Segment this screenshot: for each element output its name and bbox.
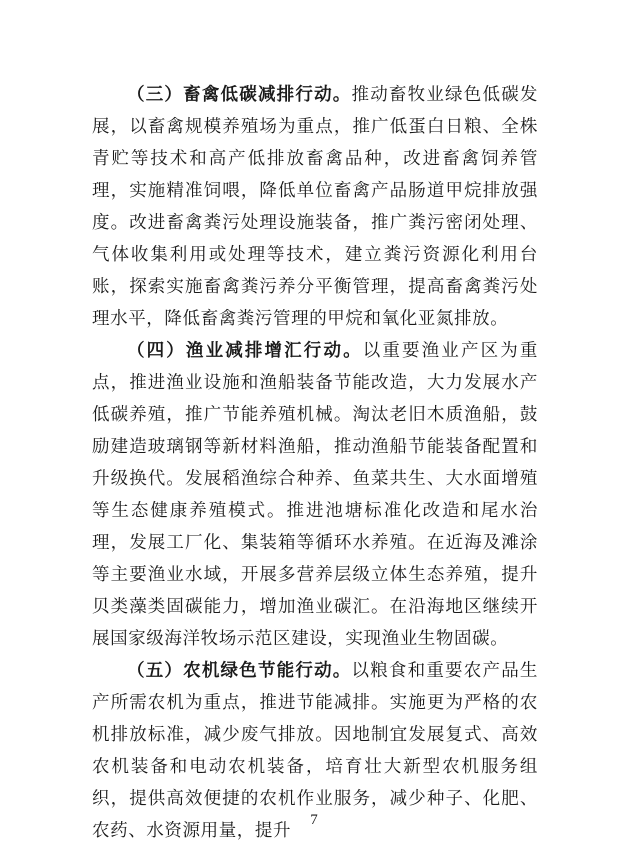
section-text-machinery: 以粮食和重要农产品生产所需农机为重点，推进节能减排。实施更为严格的农机排放标准，减少废气排放。因地制宜发展复式、高效农机装备和电动农机装备，培育壮大新型农机服务组织，提供高效便捷的农机作业服务，减少种子、化肥、农药、水资源用量，提升 xyxy=(92,661,538,841)
paragraph-fishery xyxy=(92,335,538,655)
section-text-livestock: 推动畜牧业绿色低碳发展，以畜禽规模养殖场为重点，推广低蛋白日粮、全株青贮等技术和高产低排放畜禽品种，改进畜禽饲养管理，实施精准饲喂，降低单位畜禽产品肠道甲烷排放强度。改进畜禽粪污处理设施装备，推广粪污密闭处理、气体收集利用或处理等技术，建立粪污资源化利用台账，探索实施畜禽粪污养分平衡管理，提高畜禽粪污处理水平，降低畜禽粪污管理的甲烷和氧化亚氮排放。 xyxy=(92,85,538,329)
section-heading-livestock: （三）畜禽低碳减排行动。 xyxy=(127,85,352,105)
section-heading-fishery: （四）渔业减排增汇行动。 xyxy=(127,341,363,361)
document-body xyxy=(92,79,538,847)
paragraph-livestock xyxy=(92,79,538,335)
page-number: 7 xyxy=(310,812,318,828)
section-heading-machinery: （五）农机绿色节能行动。 xyxy=(127,661,352,681)
section-text-fishery: 以重要渔业产区为重点，推进渔业设施和渔船装备节能改造，大力发展水产低碳养殖，推广节能养殖机械。淘汰老旧木质渔船，鼓励建造玻璃钢等新材料渔船，推动渔船节能装备配置和升级换代。发展稻渔综合种养、鱼菜共生、大水面增殖等生态健康养殖模式。推进池塘标准化改造和尾水治理，发展工厂化、集装箱等循环水养殖。在近海及滩涂等主要渔业水域，开展多营养层级立体生态养殖，提升贝类藻类固碳能力，增加渔业碳汇。在沿海地区继续开展国家级海洋牧场示范区建设，实现渔业生物固碳。 xyxy=(92,341,538,649)
